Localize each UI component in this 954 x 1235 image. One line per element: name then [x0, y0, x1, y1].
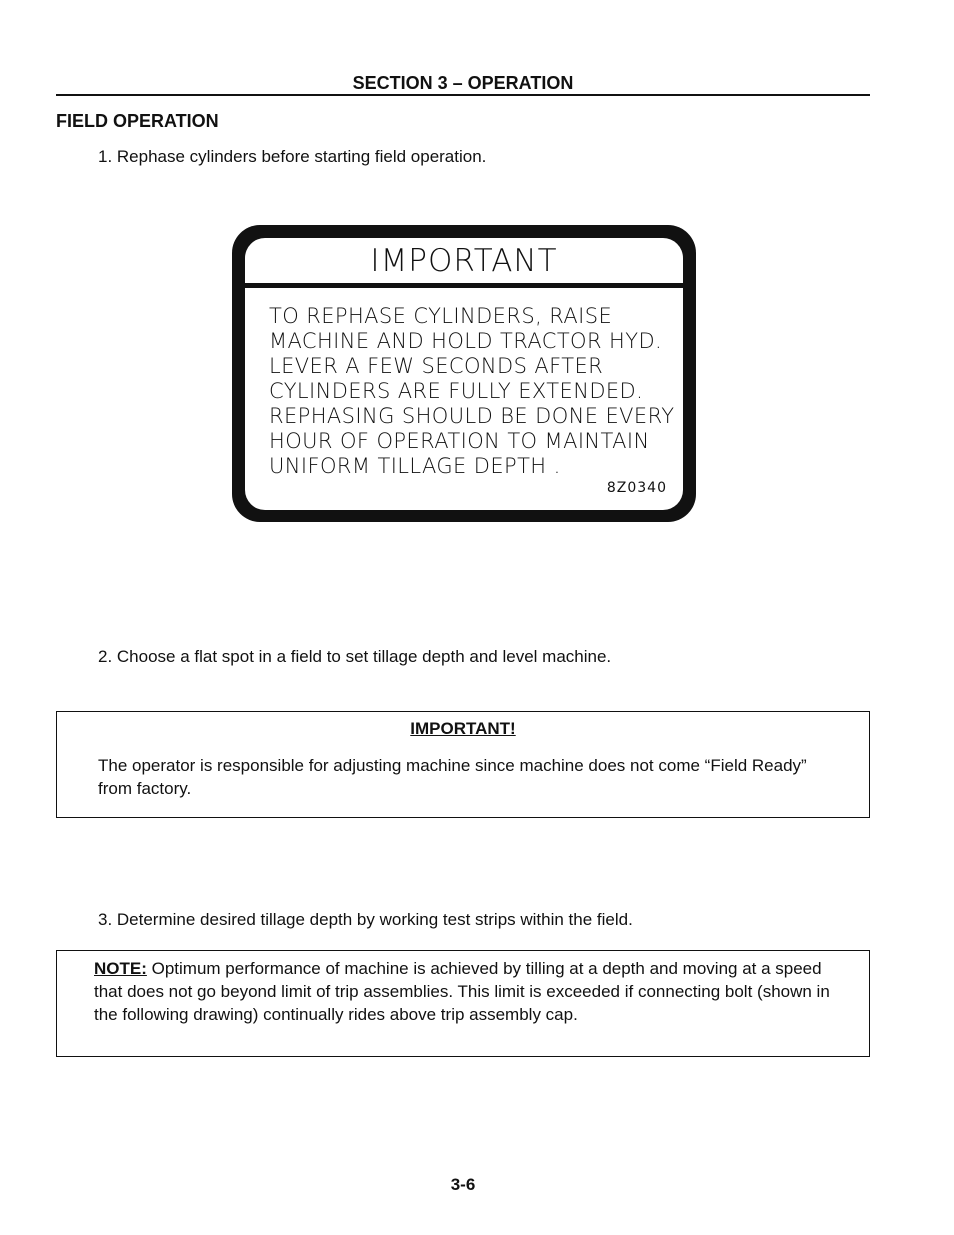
decal-line: REPHASING SHOULD BE DONE EVERY	[269, 404, 675, 428]
step-3-text: 3. Determine desired tillage depth by working test strips within the field.	[98, 910, 633, 929]
decal-line: CYLINDERS ARE FULLY EXTENDED.	[269, 379, 644, 403]
page-number: 3-6	[450, 1175, 476, 1194]
decal-line: MACHINE AND HOLD TRACTOR HYD.	[269, 329, 663, 353]
decal-panel	[245, 238, 683, 510]
decal-line: UNIFORM TILLAGE DEPTH .	[269, 454, 561, 478]
note-label: NOTE:	[94, 959, 147, 978]
note-content	[94, 957, 839, 1026]
important-notice-box	[56, 711, 870, 818]
section-divider	[56, 94, 870, 96]
important-decal-image	[232, 225, 696, 522]
important-notice-heading: IMPORTANT!	[410, 719, 516, 738]
section-title: SECTION 3 – OPERATION	[352, 73, 574, 93]
decal-text	[269, 304, 675, 479]
step-2-text: 2. Choose a flat spot in a field to set tillage depth and level machine.	[98, 647, 612, 666]
decal-line: TO REPHASE CYLINDERS, RAISE	[269, 304, 613, 328]
important-notice-text: The operator is responsible for adjusting machine since machine does not come “Field Ready” from factory.	[98, 756, 807, 798]
note-box	[56, 950, 870, 1057]
field-operation-heading: FIELD OPERATION	[56, 111, 219, 131]
decal-line: LEVER A FEW SECONDS AFTER	[269, 354, 604, 378]
step-1-text: 1. Rephase cylinders before starting field operation.	[98, 147, 487, 166]
note-text: Optimum performance of machine is achieved by tilling at a depth and moving at a speed that does not go beyond limit of trip assemblies. This limit is exceeded if connecting bolt (shown in the following drawing) continually rides above trip assembly cap.	[94, 959, 830, 1024]
decal-part-number: 8Z0340	[606, 480, 667, 496]
decal-line: HOUR OF OPERATION TO MAINTAIN	[269, 429, 650, 453]
decal-title: IMPORTANT	[245, 238, 683, 288]
